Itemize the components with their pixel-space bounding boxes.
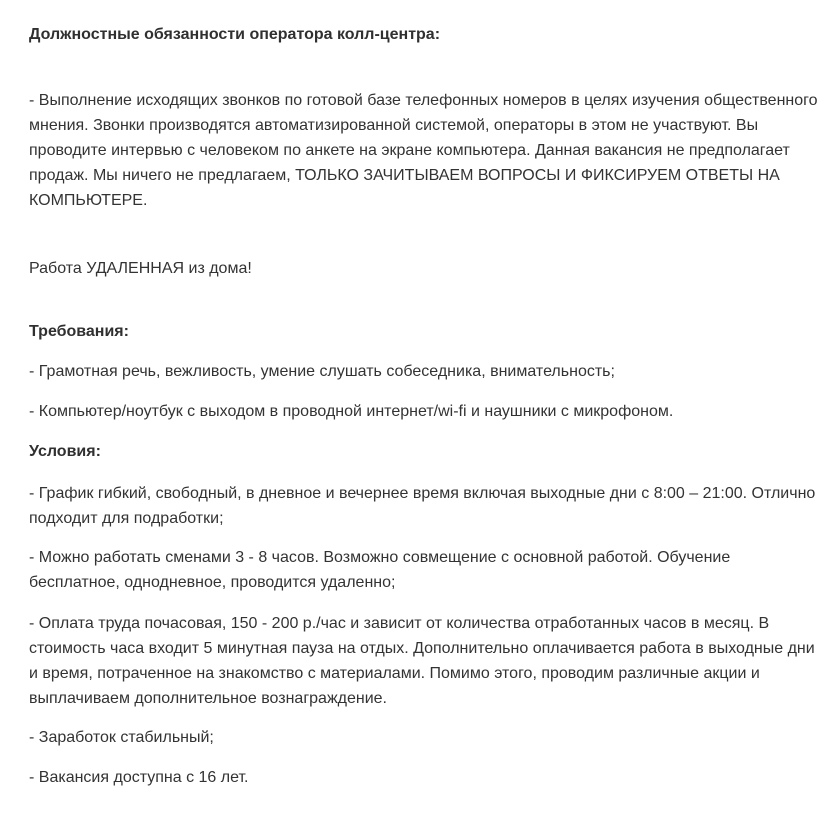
remote-work-note: Работа УДАЛЕННАЯ из дома! [29,260,252,277]
condition-item: - Вакансия доступна с 16 лет. [29,769,249,786]
requirements-heading: Требования: [29,323,129,340]
duties-paragraph: - Выполнение исходящих звонков по готовой базе телефонных номеров в целях изучения общественного мнения. Звонки производятся автоматизированной системой, операторы в этом не участвуют. Вы проводите интервью с человеком по анкете на экране компьютера. Данная вакансия не предполагает продаж. Мы ничего не предлагаем, ТОЛЬКО ЗАЧИТЫВАЕМ ВОПРОСЫ И ФИКСИРУЕМ ОТВЕТЫ НА КОМПЬЮТЕРЕ. [29,92,818,209]
duties-heading: Должностные обязанности оператора колл-центра: [29,26,441,43]
condition-item: - Заработок стабильный; [29,729,214,746]
conditions-heading: Условия: [29,443,101,460]
condition-item: - График гибкий, свободный, в дневное и вечернее время включая выходные дни с 8:00 – 21:00. Отлично подходит для подработки; [29,485,816,527]
condition-item: - Можно работать сменами 3 - 8 часов. Возможно совмещение с основной работой. Обучение бесплатное, однодневное, проводится удаленно; [29,549,731,591]
requirement-item: - Компьютер/ноутбук с выходом в проводной интернет/wi-fi и наушники с микрофоном. [29,403,674,420]
requirement-item: - Грамотная речь, вежливость, умение слушать собеседника, внимательность; [29,363,615,380]
condition-item: - Оплата труда почасовая, 150 - 200 р./час и зависит от количества отработанных часов в месяц. В стоимость часа входит 5 минутная пауза на отдых. Дополнительно оплачивается работа в выходные дни и время, потраченное на знакомство с материалами. Помимо этого, проводим различные акции и выплачиваем дополнительное вознаграждение. [29,615,815,707]
